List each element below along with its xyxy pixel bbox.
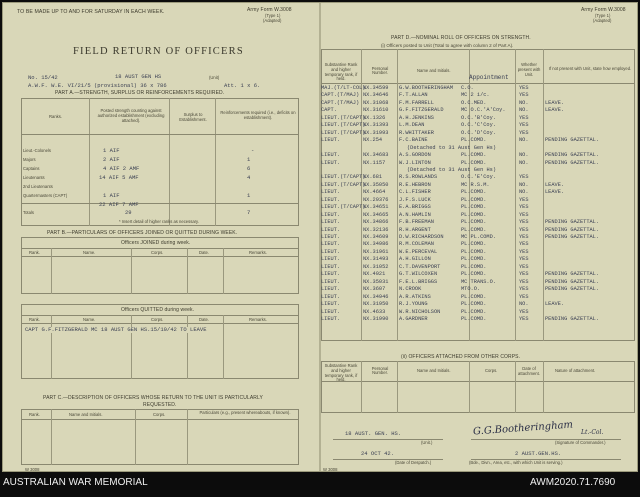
roll-remark: PENDING GAZETTAL.	[545, 226, 600, 233]
roll-appointment: PL.COMD.	[461, 211, 487, 218]
roll-remark: PENDING GAZETTAL.	[545, 234, 600, 240]
roll-present: NO.	[519, 301, 529, 308]
roll-appointment: C.O.	[461, 85, 474, 91]
roll-row	[3, 122, 529, 130]
roll-remark: PENDING GAZETTAL.	[545, 278, 600, 285]
roll-present: YES	[519, 114, 529, 121]
roll-remark: LEAVE.	[545, 99, 565, 106]
quitted-col-rank: Rank.	[29, 317, 40, 322]
col-posted: Posted strength counting against authorized establishment (excluding attached).	[97, 108, 165, 123]
roll-name: E.A.BRIGGS	[399, 204, 431, 211]
att-col-rank: Substantive Rank and higher temporary rank, if held.	[324, 363, 358, 383]
att-col-corps: Corps.	[485, 368, 498, 373]
right-form-adapted: (Adapted)	[593, 18, 612, 23]
roll-rank: LIEUT.(T/CAPT)	[321, 174, 366, 181]
att-col-number: Personal Number.	[371, 366, 389, 376]
roll-appointment: PL.COMD.	[461, 308, 487, 315]
totals-label: Totals	[23, 210, 34, 215]
roll-rank: LIEUT.	[321, 271, 341, 278]
part-a-footnote: * Insert detail of higher ranks as necessary.	[119, 219, 199, 224]
roll-present: NO.	[519, 152, 529, 159]
roll-remark: PENDING GAZETTAL.	[545, 271, 600, 278]
roll-name: F.C.BAINE	[399, 137, 428, 144]
roll-name: G.W.BOOTHERINGHAM	[399, 85, 454, 91]
reinf-majors: 1	[247, 156, 251, 163]
roll-number: NX.31993	[363, 129, 389, 136]
return-number: No. 15/42	[28, 74, 58, 81]
part-d-subtitle: (i) Officers posted to Unit (Total to agree with column 2 of Part A).	[381, 43, 514, 48]
roll-row	[3, 301, 565, 309]
right-form-type: (Type 1)	[595, 13, 611, 18]
roll-appointment: MTO.O.	[461, 286, 481, 293]
roll-rank: CAPT.	[321, 107, 337, 114]
accession-number: AWM2020.71.7690	[530, 477, 616, 488]
col-reinf: Reinforcements required (i.e., deficits on establishment).	[220, 110, 296, 120]
roll-rank: LIEUT.(T/CAPT)	[321, 181, 366, 188]
roll-name: R.M.COLEMAN	[399, 241, 434, 248]
roll-rank: LIEUT.	[321, 152, 341, 159]
roll-name: G.F.FITZGERALD	[399, 107, 444, 114]
col-surplus: Surplus to Establishment.	[179, 112, 207, 122]
left-form-code: W 3008	[25, 467, 40, 472]
roll-present: YES	[519, 308, 529, 315]
roll-name: D.W.RICHARDSON	[399, 234, 444, 240]
sign-unit-label: (Unit.)	[421, 440, 433, 445]
roll-row	[3, 293, 529, 302]
d-col-employed: If not present with Unit, state how employed.	[548, 66, 632, 71]
document-sheet	[2, 2, 638, 472]
roll-present: YES	[519, 211, 529, 218]
att-col-name: Name and Initials.	[417, 368, 451, 373]
roll-name: F.M.FARRELL	[399, 99, 434, 106]
roll-row	[3, 286, 600, 294]
roll-remark: LEAVE.	[545, 301, 565, 308]
roll-row	[3, 307, 529, 317]
roll-appointment: PL.COMD.	[461, 293, 487, 300]
unit-name: 18 AUST GEN HS	[115, 73, 162, 80]
source-caption: AUSTRALIAN WAR MEMORIAL	[3, 477, 148, 488]
roll-name: A.S.GORDON	[399, 152, 431, 159]
roll-rank: LIEUT.	[321, 286, 341, 293]
roll-rank: LIEUT.	[321, 137, 341, 144]
roll-name: N.CROOK	[399, 286, 422, 293]
part-a-total: 29	[125, 209, 132, 216]
roll-remark: PENDING GAZETTAL.	[545, 159, 600, 166]
despatch-date-label: (Date of Despatch.)	[395, 460, 432, 465]
roll-appointment: O.C.'B'Coy.	[461, 114, 496, 121]
roll-number: NX.34665	[363, 211, 389, 218]
roll-name: F.T.ALLAN	[399, 92, 428, 99]
part-a-title: PART A.—STRENGTH, SURPLUS OR REINFORCEMENTS REQUIRED.	[55, 90, 225, 96]
roll-number: NX.34646	[363, 92, 389, 99]
roll-appointment: O.C.'D'Coy.	[461, 129, 496, 136]
right-form-code: W 3008	[323, 467, 338, 472]
roll-row	[3, 234, 600, 242]
roll-name: (Detached to 31 Aust Gen Hs)	[407, 144, 497, 151]
form-type: (Type 1)	[265, 13, 281, 18]
c-col-rank: Rank.	[29, 412, 40, 417]
roll-name: W.J.LINTON	[399, 159, 431, 166]
reinf-lt-col: -	[251, 147, 255, 154]
attached-count: Att. 1 x 6.	[224, 82, 261, 89]
roll-appointment: O.C.'E'Coy.	[461, 174, 496, 181]
roll-rank: LIEUT.	[321, 308, 341, 315]
c-col-corps: Corps.	[153, 412, 166, 417]
roll-rank: LIEUT.	[321, 189, 341, 196]
roll-row	[3, 315, 600, 324]
roll-appointment: O.C.MED.	[461, 99, 487, 106]
roll-rank: LIEUT.	[321, 315, 341, 322]
part-b-title: PART B.—PARTICULARS OF OFFICERS JOINED OR QUITTED DURING WEEK.	[47, 230, 238, 236]
roll-name: R.WHITTAKER	[399, 129, 434, 136]
roll-row	[3, 99, 565, 108]
roll-number: NX.31610	[363, 107, 389, 114]
roll-rank: CAPT.(T/MAJ)	[321, 92, 360, 99]
army-form-label: Army Form W.3008	[247, 7, 292, 13]
roll-number: NX.1157	[363, 159, 386, 166]
part-a-subtotal: 22 AIF 7 AMF	[99, 201, 139, 208]
roll-present: NO.	[519, 137, 529, 144]
roll-name: A.H.GILLON	[399, 256, 431, 263]
roll-present: YES	[519, 248, 529, 255]
roll-name: J.F.S.LUCK	[399, 196, 431, 203]
roll-number: NX.35031	[363, 278, 389, 285]
rank-majors: Majors	[23, 157, 36, 162]
roll-number: NX.34946	[363, 293, 389, 300]
roll-present: YES	[519, 271, 529, 278]
roll-present: YES	[519, 278, 529, 285]
roll-rank: LIEUT.	[321, 278, 341, 285]
roll-present: YES	[519, 85, 529, 91]
roll-present: YES	[519, 92, 529, 99]
roll-present: YES	[519, 241, 529, 248]
attached-title: (ii) OFFICERS ATTACHED FROM OTHER CORPS.	[401, 354, 521, 360]
roll-row	[3, 196, 529, 205]
roll-present: YES	[519, 263, 529, 270]
roll-rank: LIEUT.	[321, 234, 341, 240]
roll-row	[3, 189, 565, 197]
reinf-lieutenants: 4	[247, 174, 251, 181]
quitted-col-date: Date.	[199, 317, 210, 322]
d-col-name: Name and Initials.	[417, 68, 451, 73]
roll-name: A.R.ATKINS	[399, 293, 431, 300]
d-col-present: Whether present with Unit.	[517, 62, 541, 77]
roll-row	[3, 278, 600, 287]
strength-majors: 2 AIF	[103, 156, 120, 163]
roll-present: YES	[519, 234, 529, 240]
part-c-title-1: PART C.—DESCRIPTION OF OFFICERS WHOSE RETURN TO THE UNIT IS PARTICULARLY	[43, 395, 263, 401]
roll-present: YES	[519, 174, 529, 181]
roll-number: NX.34609	[363, 234, 389, 240]
roll-row	[3, 174, 529, 182]
roll-appointment: PL.COMD.	[461, 256, 487, 263]
roll-rank: LIEUT.(T/CAPT)	[321, 129, 366, 136]
roll-name: F.E.L.BRIGGS	[399, 278, 438, 285]
top-note: TO BE MADE UP TO AND FOR SATURDAY IN EACH WEEK.	[17, 9, 165, 15]
roll-remark: PENDING GAZETTAL.	[545, 137, 600, 144]
roll-appointment: PL.COMD.	[461, 159, 487, 166]
roll-name: R.J.YOUNG	[399, 301, 428, 308]
roll-present: YES	[519, 286, 529, 293]
roll-row	[3, 248, 529, 257]
roll-rank: LIEUT.	[321, 159, 341, 166]
roll-number: NX.4633	[363, 308, 386, 315]
d-col-appointment: Appointment	[469, 74, 509, 81]
quitted-col-remarks: Remarks.	[249, 317, 267, 322]
roll-row	[3, 137, 600, 145]
roll-name: L.M.DEAN	[399, 122, 425, 129]
roll-appointment: MC R.S.M.	[461, 181, 490, 188]
roll-number: NX.34683	[363, 152, 389, 159]
part-a-total-reinf: 7	[247, 209, 251, 216]
roll-rank: LIEUT.	[321, 248, 341, 255]
part-d-title: PART D.—NOMINAL ROLL OF OFFICERS ON STRENGTH.	[391, 35, 531, 41]
joined-col-name: Name.	[83, 250, 96, 255]
roll-present: YES	[519, 293, 529, 300]
d-col-rank: Substantive Rank and higher temporary rank, if held.	[324, 62, 358, 82]
roll-row	[3, 107, 565, 115]
roll-row	[3, 219, 600, 227]
roll-rank: LIEUT.(T/CAPT)	[321, 114, 366, 121]
roll-present: YES	[519, 204, 529, 211]
roll-row	[3, 165, 497, 175]
roll-row	[3, 152, 600, 160]
strength-lt-col: 1 AIF	[103, 147, 120, 154]
att-col-nature: Nature of attachment.	[555, 368, 596, 373]
roll-number: NX.1326	[363, 114, 386, 121]
roll-name: W.E.PERCEVAL	[399, 248, 438, 255]
quitted-col-corps: Corps.	[151, 317, 164, 322]
roll-row	[3, 181, 565, 190]
strength-quartermasters: 1 AIF	[103, 192, 120, 199]
sign-label: (Signature of Commander.)	[555, 440, 606, 445]
roll-remark: PENDING GAZETTAL.	[545, 286, 600, 293]
roll-number: NX.29376	[363, 196, 389, 203]
roll-present: NO.	[519, 159, 529, 166]
roll-appointment: PL.COMD.	[461, 152, 487, 159]
rank-captains: Captains	[23, 166, 40, 171]
roll-number: NX.31950	[363, 301, 389, 308]
roll-present: YES	[519, 315, 529, 322]
roll-appointment: MC TRANS.O.	[461, 278, 496, 285]
page-title: FIELD RETURN OF OFFICERS	[73, 46, 244, 57]
roll-number: NX.31052	[363, 263, 389, 270]
roll-number: NX.34651	[363, 204, 389, 211]
roll-appointment: PL.COMD.	[461, 241, 487, 248]
roll-remark: LEAVE.	[545, 189, 565, 196]
roll-rank: LIEUT.	[321, 196, 341, 203]
roll-rank: LIEUT.	[321, 293, 341, 300]
roll-row	[3, 271, 600, 279]
roll-appointment: O.C.'C'Coy.	[461, 122, 496, 129]
roll-remark: LEAVE.	[545, 107, 565, 114]
roll-number: NX.34986	[363, 241, 389, 248]
roll-row	[3, 256, 529, 264]
establishment-ref: A.W.F. W.E. VI/21/5 (provisional) 36 x 786	[28, 82, 167, 89]
roll-number: NX.31961	[363, 248, 389, 255]
roll-number: NX.34866	[363, 219, 389, 226]
part-c-title-2: REQUESTED.	[143, 402, 177, 408]
roll-present: NO.	[519, 189, 529, 196]
rank-lieutenants: Lieutenants	[23, 175, 45, 180]
roll-rank: LIEUT.	[321, 256, 341, 263]
roll-number: NX.31393	[363, 122, 389, 129]
roll-name: (Detached to 31 Aust Gen Hs)	[407, 166, 497, 173]
quitted-title: Officers QUITTED during week.	[121, 307, 195, 313]
roll-appointment: PL.COMD.	[461, 315, 487, 322]
roll-rank: LIEUT.(T/CAPT)	[321, 122, 366, 129]
formation-value: 2 AUST.GEN.HS.	[515, 450, 562, 457]
c-col-name: Name and Initials.	[69, 412, 103, 417]
sign-unit: 18 AUST. GEN. HS.	[345, 430, 402, 437]
col-ranks: Ranks.	[49, 114, 63, 119]
roll-number: NX.254	[363, 137, 383, 144]
roll-number: NX.31990	[363, 315, 389, 322]
roll-name: W.R.NICHOLSON	[399, 308, 441, 315]
formation-label: (Bde., Divn., Area, etc., with which Unit is serving.)	[469, 460, 563, 465]
roll-name: A.N.HAMLIN	[399, 211, 431, 218]
right-army-form: Army Form W.3008	[581, 7, 626, 13]
roll-appointment: PL.COMD.	[461, 248, 487, 255]
roll-appointment: PL.COMD.	[461, 263, 487, 270]
roll-row	[3, 129, 529, 138]
strength-captains: 4 AIF 2 AMF	[103, 165, 140, 172]
rank-lt-col: Lieut.-Colonels	[23, 148, 51, 153]
roll-rank: LIEUT.	[321, 241, 341, 248]
quitted-entry: CAPT G.F.FITZGERALD MC 18 AUST GEN HS.15/10/42 TO LEAVE	[25, 326, 207, 333]
roll-number: NX.4664	[363, 189, 386, 196]
roll-rank: LIEUT.	[321, 263, 341, 270]
part-c-table	[21, 409, 299, 465]
roll-present: YES	[519, 129, 529, 136]
roll-name: C.T.DAVENPORT	[399, 263, 441, 270]
rank-2nd-lt: 2nd Lieutenants	[23, 184, 53, 189]
form-adapted: (Adapted)	[263, 18, 282, 23]
despatch-date: 24 OCT 42.	[361, 450, 395, 457]
c-col-particulars: Particulars (e.g., present whereabouts, if known).	[199, 410, 291, 415]
roll-appointment: MC 2 i/c.	[461, 92, 490, 99]
roll-number: NX.31493	[363, 256, 389, 263]
roll-rank: MAJ.(T/LT-COL)	[321, 85, 366, 91]
reinf-captains: 6	[247, 165, 251, 172]
roll-present: YES	[519, 256, 529, 263]
roll-rank: LIEUT.(T/CAPT)	[321, 204, 366, 211]
roll-number: NX.35050	[363, 181, 389, 188]
joined-col-rank: Rank.	[29, 250, 40, 255]
rank-quartermasters: Quartermasters (CAPT)	[23, 193, 68, 198]
roll-appointment: PL.COMD.	[461, 301, 487, 308]
quitted-col-name: Name.	[83, 317, 96, 322]
roll-name: F.B.FREEMAN	[399, 219, 434, 226]
roll-remark: PENDING GAZETTAL.	[545, 315, 600, 322]
roll-remark: PENDING GAZETTAL.	[545, 219, 600, 226]
reinf-quartermasters: 1	[247, 192, 251, 199]
commander-rank: Lt.-Col.	[581, 429, 604, 436]
roll-name: A.GARDNER	[399, 315, 428, 322]
roll-present: NO.	[519, 181, 529, 188]
roll-appointment: PL.COMD.	[461, 271, 487, 278]
roll-remark: LEAVE.	[545, 181, 565, 188]
roll-number: NX.34599	[363, 85, 389, 91]
commander-signature: G.G.Bootheringham	[472, 419, 574, 438]
roll-present: YES	[519, 196, 529, 203]
roll-name: R.E.HEBRON	[399, 181, 431, 188]
strength-lieutenants: 14 AIF 5 AMF	[99, 174, 139, 181]
roll-row	[3, 144, 497, 153]
roll-rank: CAPT.(T/MAJ)	[321, 99, 360, 106]
roll-present: YES	[519, 219, 529, 226]
roll-name: C.L.FISHER	[399, 189, 431, 196]
roll-rank: LIEUT.	[321, 211, 341, 218]
roll-row	[3, 241, 529, 249]
roll-number: NX.31068	[363, 99, 389, 106]
roll-appointment: PL.COMD.	[461, 137, 487, 144]
roll-present: YES	[519, 226, 529, 233]
roll-appointment: MC O.C.'A'Coy.	[461, 107, 506, 114]
joined-col-date: Date.	[199, 250, 210, 255]
roll-number: NX.3607	[363, 286, 386, 293]
roll-name: A.H.JENKINS	[399, 114, 434, 121]
roll-number: NX.32136	[363, 226, 389, 233]
roll-rank: LIEUT.	[321, 301, 341, 308]
roll-present: YES	[519, 122, 529, 129]
roll-name: G.T.WILCOXEN	[399, 271, 438, 278]
roll-name: R.H.ARGENT	[399, 226, 431, 233]
roll-number: NX.681	[363, 174, 383, 181]
roll-appointment: MC PL.COMD.	[461, 234, 496, 240]
d-col-number: Personal Number.	[371, 66, 389, 76]
roll-remark: PENDING GAZETTAL.	[545, 152, 600, 159]
roll-appointment: PL.COMD.	[461, 226, 487, 233]
roll-row	[3, 226, 600, 235]
joined-title: Officers JOINED during week.	[121, 240, 191, 246]
joined-col-corps: Corps.	[151, 250, 164, 255]
roll-appointment: PL.COMD.	[461, 189, 487, 196]
att-col-date: Date of attachment.	[518, 366, 540, 376]
unit-label: (Unit)	[209, 75, 220, 80]
roll-appointment: PL.COMD.	[461, 204, 487, 211]
roll-row	[3, 263, 529, 272]
roll-present: NO.	[519, 107, 529, 114]
roll-appointment: PL.COMD.	[461, 196, 487, 203]
roll-rank: LIEUT.	[321, 219, 341, 226]
roll-name: R.S.ROWLANDS	[399, 174, 438, 181]
roll-appointment: PL.COMD.	[461, 219, 487, 226]
joined-col-remarks: Remarks.	[249, 250, 267, 255]
roll-present: NO.	[519, 99, 529, 106]
roll-row	[3, 90, 529, 100]
roll-rank: LIEUT.	[321, 226, 341, 233]
roll-number: NX.4021	[363, 271, 386, 278]
